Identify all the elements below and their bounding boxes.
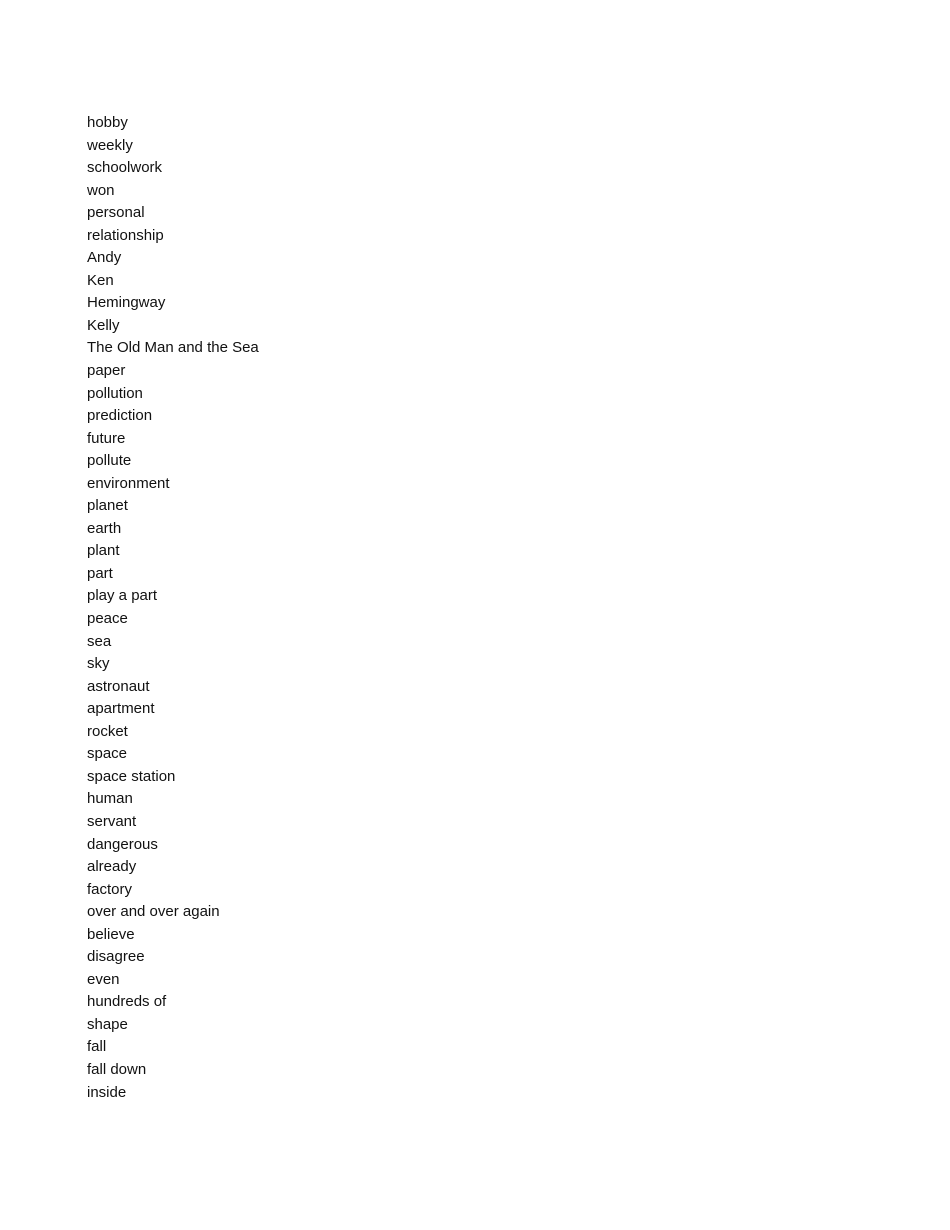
word-list-item: relationship <box>87 226 164 244</box>
word-list-item: dangerous <box>87 835 158 853</box>
word-list-item: already <box>87 858 137 876</box>
word-list-item: fall <box>87 1038 107 1056</box>
word-list-item: pollution <box>87 384 143 402</box>
word-list-item: Ken <box>87 271 114 289</box>
word-list-item: won <box>87 181 115 199</box>
word-list-item: believe <box>87 925 135 943</box>
word-list-item: pollute <box>87 452 132 470</box>
word-list-item: part <box>87 564 113 582</box>
word-list-item: environment <box>87 474 170 492</box>
word-list-item: space <box>87 745 128 763</box>
word-list-item: future <box>87 429 126 447</box>
word-list-item: rocket <box>87 722 128 740</box>
word-list-item: even <box>87 970 120 988</box>
word-list-item: Kelly <box>87 316 120 334</box>
vocabulary-word-list <box>87 112 259 1104</box>
word-list-item: hobby <box>87 114 128 131</box>
word-list-item: astronaut <box>87 677 150 695</box>
word-list-item: human <box>87 790 133 808</box>
word-list-item: planet <box>87 497 128 515</box>
word-list-item: peace <box>87 610 128 628</box>
word-list-item: sea <box>87 632 112 650</box>
word-list-item: plant <box>87 542 120 560</box>
word-list-item: The Old Man and the Sea <box>87 339 259 357</box>
word-list-item: space station <box>87 767 176 785</box>
word-list-item: disagree <box>87 948 145 966</box>
word-list-item: over and over again <box>87 903 220 921</box>
word-list-item: earth <box>87 519 122 537</box>
word-list-item: paper <box>87 362 126 380</box>
word-list-item: hundreds of <box>87 993 167 1011</box>
word-list-item: personal <box>87 204 145 222</box>
word-list-item: prediction <box>87 407 153 425</box>
word-list-item: schoolwork <box>87 159 163 177</box>
word-list-item: sky <box>87 655 110 673</box>
word-list-item: shape <box>87 1015 128 1033</box>
word-list-item: play a part <box>87 587 158 605</box>
word-list-item: fall down <box>87 1060 147 1078</box>
word-list-item: weekly <box>87 136 133 154</box>
word-list-item: factory <box>87 880 133 898</box>
word-list-item: apartment <box>87 700 155 718</box>
word-list-item: Hemingway <box>87 294 166 312</box>
word-list-item: inside <box>87 1083 127 1101</box>
word-list-item: servant <box>87 812 137 830</box>
word-list-item: Andy <box>87 249 122 267</box>
